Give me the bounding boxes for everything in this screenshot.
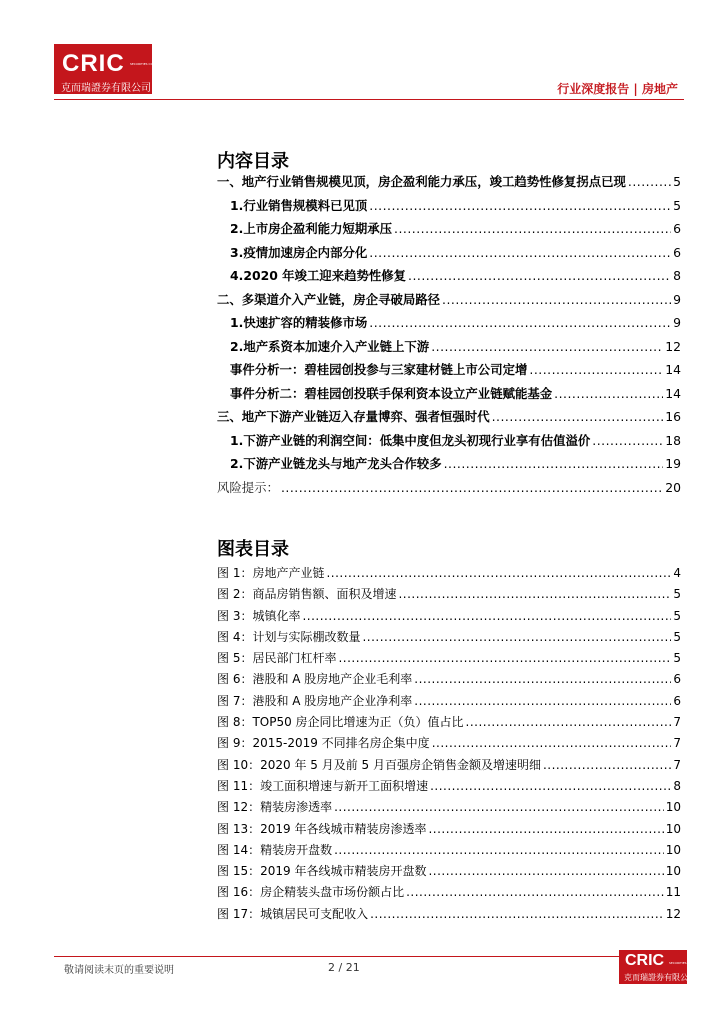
toc-list [217,172,681,501]
figure-entry[interactable]: 图 14：精装房开盘数 ..... 10 [217,841,681,862]
figure-entry[interactable]: 图 9：2015-2019 不同排名房企集中度 ..... 7 [217,734,681,755]
report-tag: 行业深度报告 | 房地产 [557,82,678,96]
figure-entry[interactable]: 图 8：TOP50 房企同比增速为正（负）值占比 ..... 7 [217,713,681,734]
toc-entry[interactable]: 二、多渠道介入产业链，房企寻破局路径 ..... 9 [217,290,681,314]
footer-divider [54,956,684,957]
toc-entry[interactable]: 三、地产下游产业链迈入存量博弈、强者恒强时代 ..... 16 [217,407,681,431]
figure-entry[interactable]: 图 15：2019 年各线城市精装房开盘数 ..... 10 [217,862,681,883]
figure-entry[interactable]: 图 13：2019 年各线城市精装房渗透率 ..... 10 [217,820,681,841]
figure-entry[interactable]: 图 3：城镇化率 ..... 5 [217,607,681,628]
figures-list [217,564,681,926]
page-number: 2 / 21 [328,961,360,974]
figure-entry[interactable]: 图 6：港股和 A 股房地产企业毛利率 ..... 6 [217,670,681,691]
figure-entry[interactable]: 图 2：商品房销售额、面积及增速 ..... 5 [217,585,681,606]
toc-entry[interactable]: 风险提示： ..... 20 [217,478,681,502]
figure-entry[interactable]: 图 5：居民部门杠杆率 ..... 5 [217,649,681,670]
footer-logo-small-text: SECURITIES CO.,LTD [669,961,700,965]
footer-logo-cn-text: 克而瑞證券有限公司 [624,973,696,982]
toc-title: 内容目录 [217,151,289,172]
toc-entry[interactable]: 3.疫情加速房企内部分化 ..... 6 [217,243,681,267]
toc-entry[interactable]: 事件分析二：碧桂园创投联手保利资本设立产业链赋能基金 ..... 14 [217,384,681,408]
toc-entry[interactable]: 1.下游产业链的利润空间：低集中度但龙头初现行业享有估值溢价 ..... 18 [217,431,681,455]
logo-text: CRIC [62,50,125,77]
figure-entry[interactable]: 图 1：房地产产业链 ..... 4 [217,564,681,585]
toc-entry[interactable]: 1.行业销售规模料已见顶 ..... 5 [217,196,681,220]
toc-entry[interactable]: 一、地产行业销售规模见顶，房企盈利能力承压，竣工趋势性修复拐点已现 ..... 5 [217,172,681,196]
figure-entry[interactable]: 图 11：竣工面积增速与新开工面积增速 ..... 8 [217,777,681,798]
figure-entry[interactable]: 图 10：2020 年 5 月及前 5 月百强房企销售金额及增速明细 ..... 7 [217,756,681,777]
figure-entry[interactable]: 图 4：计划与实际棚改数量 ..... 5 [217,628,681,649]
footer-cric-logo [619,950,700,984]
toc-entry[interactable]: 2.地产系资本加速介入产业链上下游 ..... 12 [217,337,681,361]
toc-entry[interactable]: 2.上市房企盈利能力短期承压 ..... 6 [217,219,681,243]
toc-entry[interactable]: 事件分析一：碧桂园创投参与三家建材链上市公司定增 ..... 14 [217,360,681,384]
toc-entry[interactable]: 1.快速扩容的精装修市场 ..... 9 [217,313,681,337]
footer-notice: 敬请阅读末页的重要说明 [64,965,174,976]
toc-entry[interactable]: 4.2020 年竣工迎来趋势性修复 ..... 8 [217,266,681,290]
cric-logo [54,44,161,94]
logo-small-text: SECURITIES CO.,LTD [130,62,161,66]
figure-entry[interactable]: 图 16：房企精装头盘市场份额占比 ..... 11 [217,883,681,904]
toc-entry[interactable]: 2.下游产业链龙头与地产龙头合作较多 ..... 19 [217,454,681,478]
logo-cn-text: 克而瑞證券有限公司 [61,83,151,94]
figures-title: 图表目录 [217,539,289,560]
footer-logo-text: CRIC [625,952,665,969]
header-divider [54,99,684,100]
figure-entry[interactable]: 图 17：城镇居民可支配收入 ..... 12 [217,905,681,926]
figure-entry[interactable]: 图 12：精装房渗透率 ..... 10 [217,798,681,819]
figure-entry[interactable]: 图 7：港股和 A 股房地产企业净利率 ..... 6 [217,692,681,713]
